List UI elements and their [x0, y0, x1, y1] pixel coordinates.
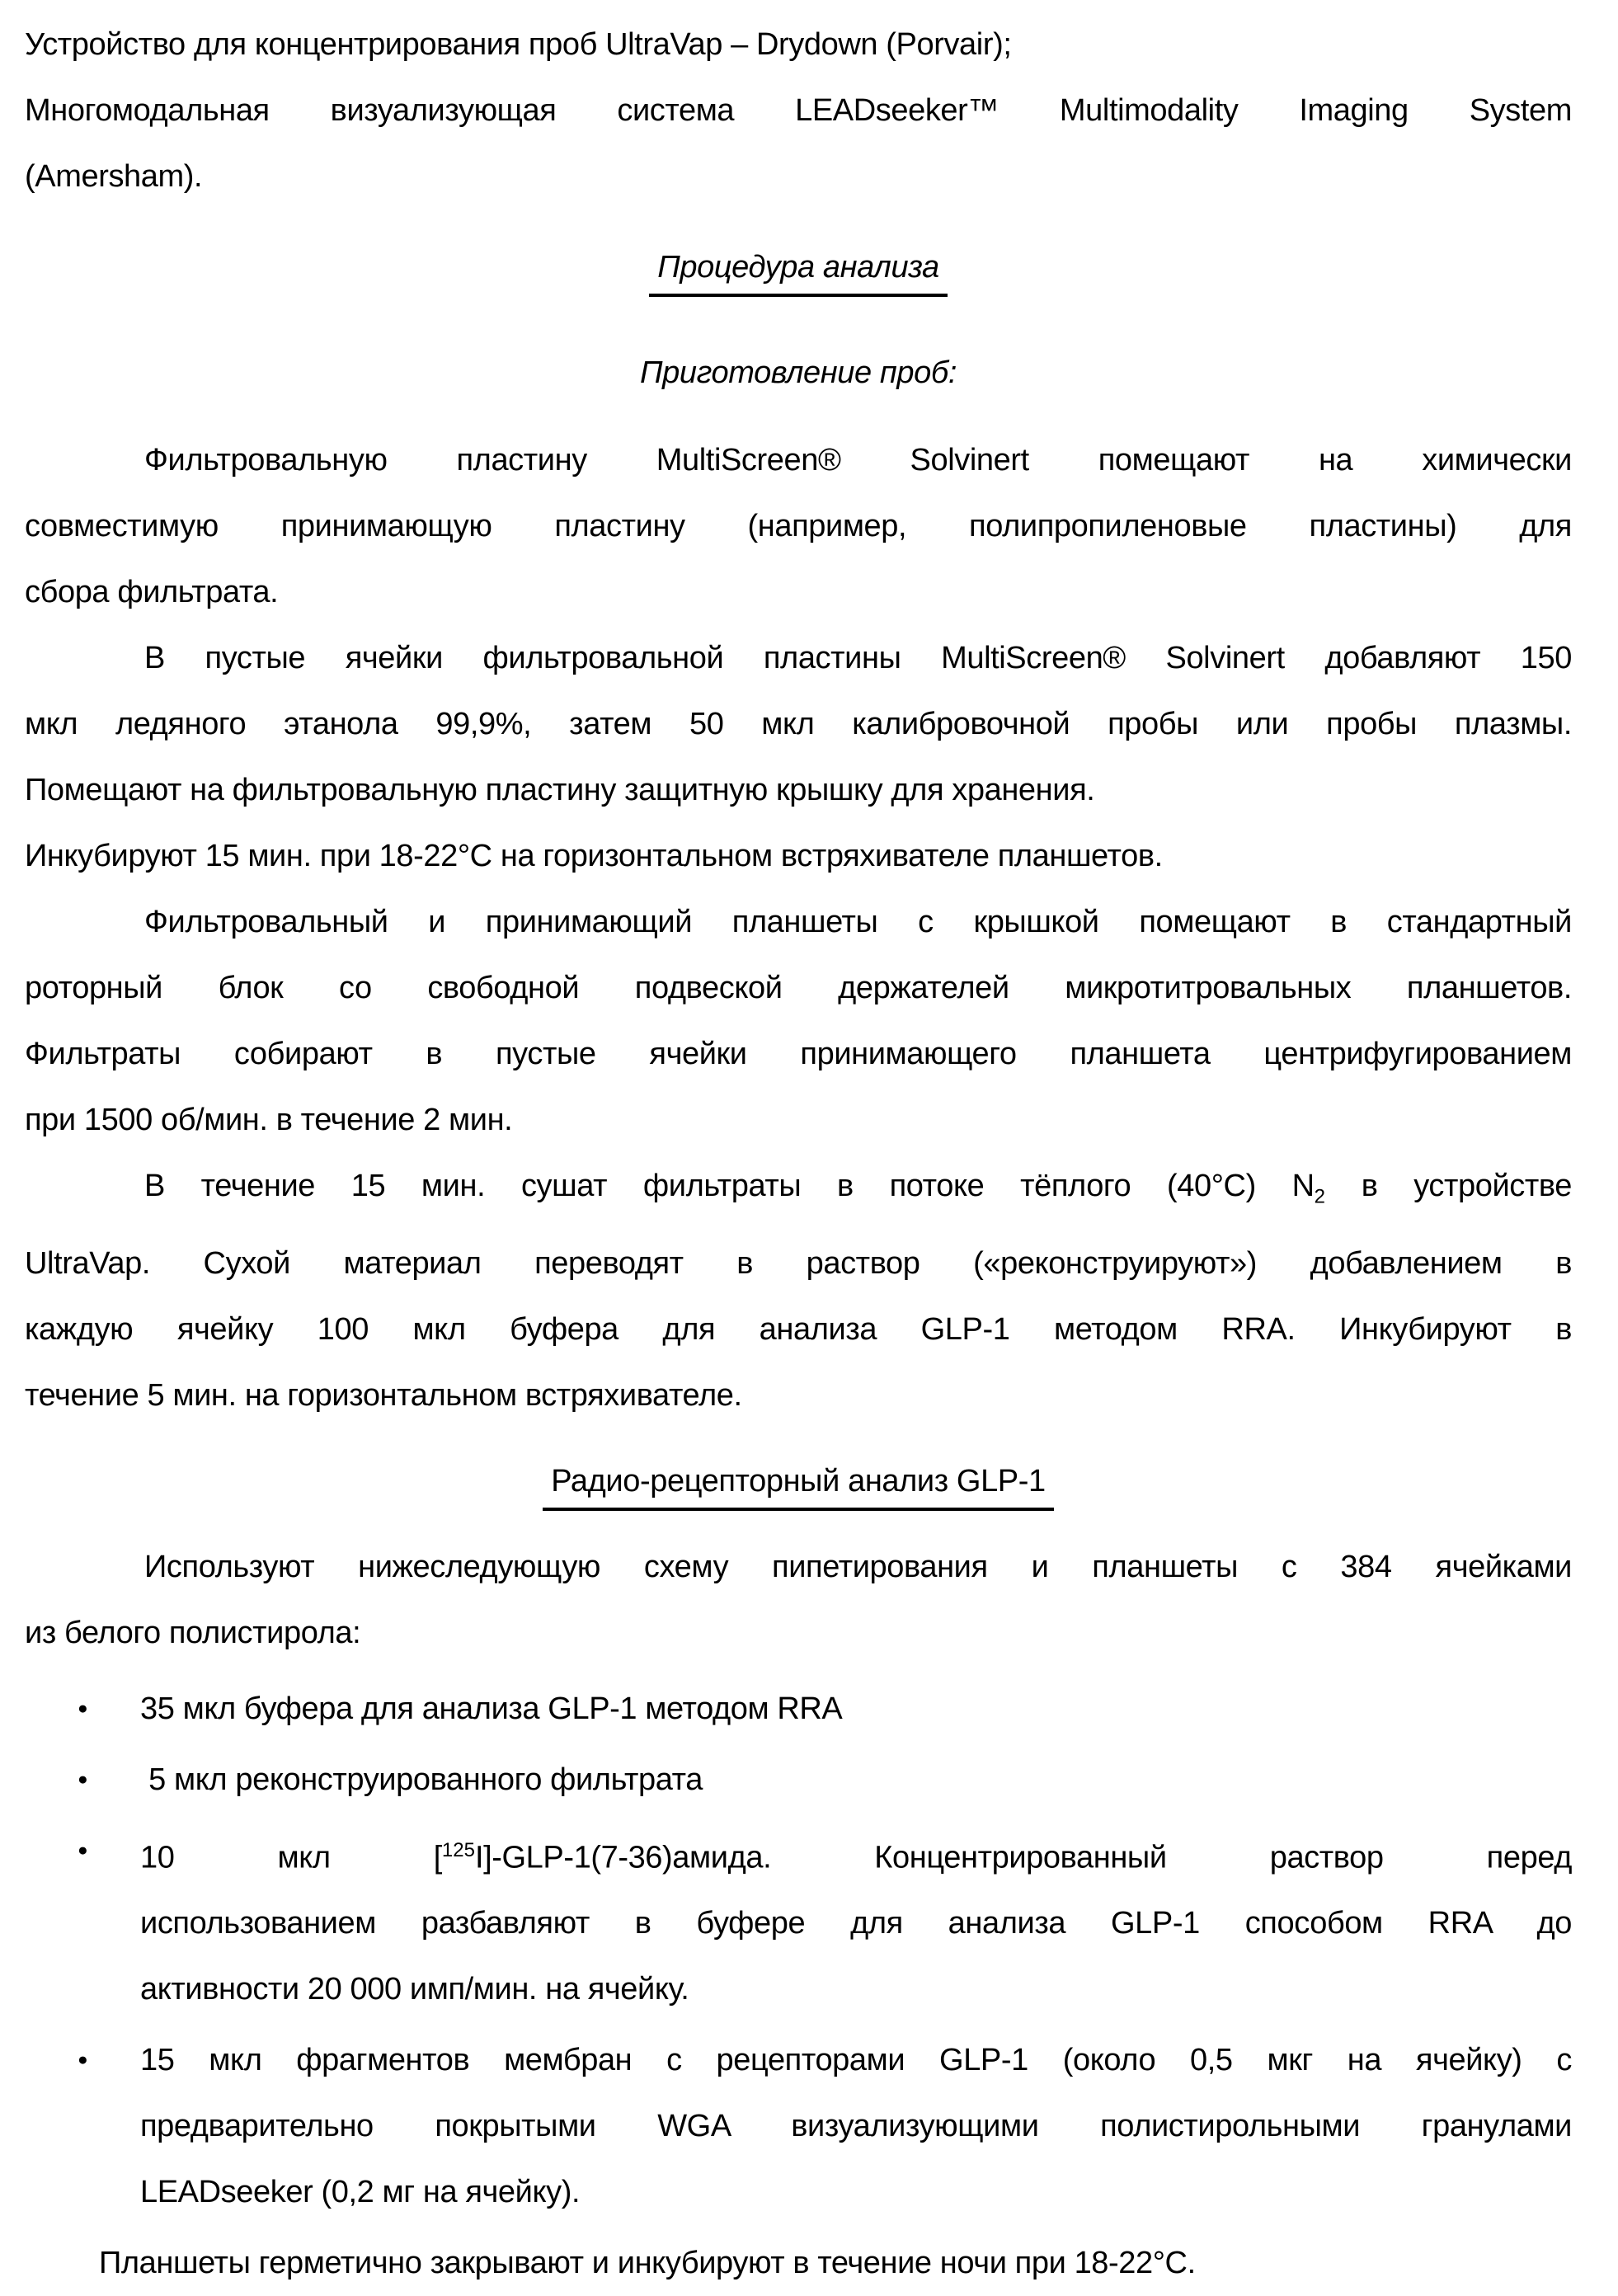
paragraph-line: совместимую принимающую пластину (например, полипропиленовые пластины) для — [25, 509, 1572, 543]
paragraph-line: Фильтровальную пластину MultiScreen® Solvinert помещают на химически — [144, 443, 1572, 478]
paragraph-line: при 1500 об/мин. в течение 2 мин. — [25, 1103, 513, 1137]
list-item-radioligand — [78, 1818, 1572, 2023]
section-heading-rra-glp1 — [25, 1448, 1572, 1514]
paragraph-line: UltraVap. Сухой материал переводят в раствор («реконструируют») добавлением в — [25, 1245, 1572, 1281]
subheading-sample-preparation: Приготовление проб: — [640, 355, 957, 390]
paragraph-centrifugation — [25, 889, 1572, 1153]
paragraph-ethanol-samples — [25, 625, 1572, 889]
bullet-icon: ● — [78, 1698, 88, 1718]
bullet-icon: ● — [78, 2050, 88, 2070]
intro-line-device: Устройство для концентрирования проб UltraVap – Drydown (Porvair); — [25, 27, 1012, 62]
text-segment: В течение 15 мин. сушат фильтраты в потоке тёплого (40°C) N — [144, 1169, 1315, 1203]
list-item-text: использованием разбавляют в буфере для анализа GLP-1 способом RRA до — [140, 1906, 1572, 1941]
paragraph-line: роторный блок со свободной подвеской держателей микротитровальных планшетов. — [25, 971, 1572, 1005]
intro-line-imaging-system: Многомодальная визуализующая система LEADseeker™ Multimodality Imaging System — [25, 93, 1572, 128]
bullet-icon: ● — [78, 1769, 88, 1789]
bullet-icon: ● — [78, 1840, 88, 1860]
paragraph-line: Помещают на фильтровальную пластину защитную крышку для хранения. — [25, 773, 1095, 807]
paragraph-line: Используют нижеследующую схему пипетирования и планшеты с 384 ячейками — [144, 1549, 1572, 1584]
paragraph-filter-plate — [25, 427, 1572, 625]
text-segment: I]-GLP-1(7-36)амида. Концентрированный раствор перед — [474, 1840, 1572, 1875]
list-item-text: LEADseeker (0,2 мг на ячейку). — [140, 2175, 581, 2210]
text-segment: в устройстве — [1324, 1169, 1573, 1203]
section-heading-procedure-text: Процедура анализа — [649, 244, 948, 297]
paragraph-line: Фильтровальный и принимающий планшеты с крышкой помещают в стандартный — [144, 905, 1572, 939]
paragraph-drying-reconstitution — [25, 1153, 1572, 1428]
section-heading-procedure — [25, 234, 1572, 300]
paragraph-line: мкл ледяного этанола 99,9%, затем 50 мкл калибровочной пробы или пробы плазмы. — [25, 707, 1572, 741]
list-item-membranes — [78, 2027, 1572, 2225]
paragraph-line: каждую ячейку 100 мкл буфера для анализа GLP-1 методом RRA. Инкубируют в — [25, 1311, 1572, 1347]
paragraph-line: Фильтраты собирают в пустые ячейки принимающего планшета центрифугированием — [25, 1037, 1572, 1071]
paragraph-line: Инкубируют 15 мин. при 18-22°C на горизонтальном встряхивателе планшетов. — [25, 839, 1163, 873]
intro-line-amersham: (Amersham). — [25, 159, 203, 194]
superscript-125: 125 — [441, 1838, 475, 1861]
paragraph-overnight-incubation: Планшеты герметично закрывают и инкубируют в течение ночи при 18-22°C. — [99, 2246, 1196, 2281]
list-item-text: 35 мкл буфера для анализа GLP-1 методом RRA — [140, 1691, 843, 1726]
list-item-text — [140, 1818, 1572, 1891]
text-segment: 10 мкл [ — [140, 1840, 442, 1875]
pipetting-scheme-list — [25, 1676, 1572, 2226]
paragraph-line: В пустые ячейки фильтровальной пластины MultiScreen® Solvinert добавляют 150 — [144, 641, 1572, 675]
list-item-text: 15 мкл фрагментов мембран с рецепторами GLP-1 (около 0,5 мкг на ячейку) с — [140, 2043, 1572, 2078]
paragraph-pipetting-scheme — [25, 1534, 1572, 1666]
paragraph-line: сбора фильтрата. — [25, 575, 279, 609]
list-item-filtrate — [78, 1747, 1572, 1813]
list-item-text: предварительно покрытыми WGA визуализующими полистирольными гранулами — [140, 2109, 1572, 2144]
paragraph-line: течение 5 мин. на горизонтальном встряхивателе. — [25, 1377, 742, 1413]
list-item-text: 5 мкл реконструированного фильтрата — [140, 1762, 703, 1797]
list-item-text: активности 20 000 имп/мин. на ячейку. — [140, 1972, 689, 2007]
paragraph-line — [25, 1153, 1572, 1230]
section-heading-rra-glp1-text: Радио-рецепторный анализ GLP-1 — [543, 1458, 1054, 1511]
paragraph-line: из белого полистирола: — [25, 1615, 361, 1650]
list-item-buffer — [78, 1676, 1572, 1742]
subscript-n2: 2 — [1314, 1185, 1325, 1208]
